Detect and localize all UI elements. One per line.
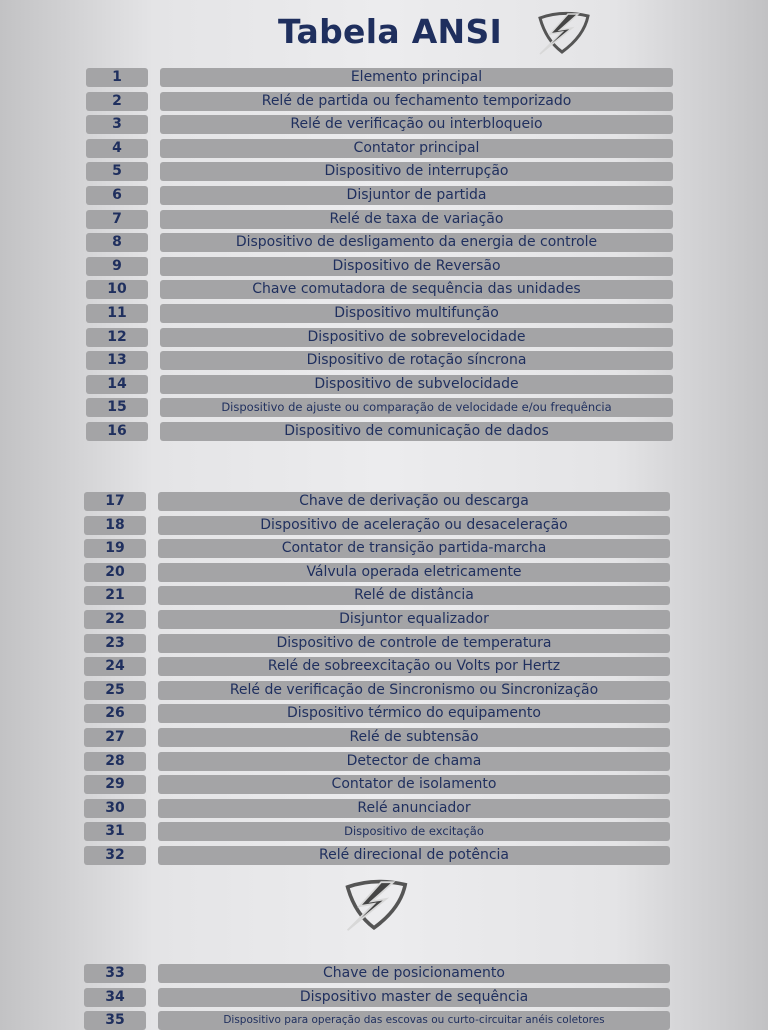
- ansi-row: [0, 657, 768, 676]
- ansi-description: Dispositivo de controle de temperatura: [158, 634, 670, 653]
- ansi-code: 24: [84, 657, 146, 676]
- ansi-code: 35: [84, 1011, 146, 1030]
- ansi-row: [0, 539, 768, 558]
- ansi-code: 1: [86, 68, 148, 87]
- ansi-description: Relé de verificação ou interbloqueio: [160, 115, 673, 134]
- ansi-row: [0, 492, 768, 511]
- ansi-row: [0, 728, 768, 747]
- ansi-code: 6: [86, 186, 148, 205]
- ansi-description: Dispositivo de rotação síncrona: [160, 351, 673, 370]
- ansi-row: [0, 375, 768, 394]
- ansi-description: Relé anunciador: [158, 799, 670, 818]
- ansi-row: [0, 516, 768, 535]
- ansi-description: Relé de verificação de Sincronismo ou Sincronização: [158, 681, 670, 700]
- ansi-row: [0, 139, 768, 158]
- ansi-code: 8: [86, 233, 148, 252]
- ansi-row: [0, 964, 768, 983]
- ansi-row: [0, 563, 768, 582]
- ansi-description: Dispositivo térmico do equipamento: [158, 704, 670, 723]
- ansi-row: [0, 775, 768, 794]
- ansi-description: Dispositivo multifunção: [160, 304, 673, 323]
- ansi-row: [0, 351, 768, 370]
- ansi-code: 28: [84, 752, 146, 771]
- ansi-description: Chave de derivação ou descarga: [158, 492, 670, 511]
- ansi-row: [0, 822, 768, 841]
- ansi-row: [0, 257, 768, 276]
- ansi-row: [0, 752, 768, 771]
- ansi-description: Válvula operada eletricamente: [158, 563, 670, 582]
- ansi-description: Contator principal: [160, 139, 673, 158]
- ansi-row: [0, 610, 768, 629]
- ansi-code: 18: [84, 516, 146, 535]
- ansi-row: [0, 210, 768, 229]
- ansi-description: Dispositivo de excitação: [158, 822, 670, 841]
- ansi-code: 30: [84, 799, 146, 818]
- ansi-description: Relé de partida ou fechamento temporizado: [160, 92, 673, 111]
- ansi-row: [0, 422, 768, 441]
- ansi-row: [0, 280, 768, 299]
- ansi-code: 27: [84, 728, 146, 747]
- ansi-code: 5: [86, 162, 148, 181]
- ansi-code: 3: [86, 115, 148, 134]
- ansi-row: [0, 846, 768, 865]
- ansi-description: Contator de transição partida-marcha: [158, 539, 670, 558]
- ansi-description: Relé de taxa de variação: [160, 210, 673, 229]
- ansi-row: [0, 988, 768, 1007]
- ansi-code: 25: [84, 681, 146, 700]
- ansi-description: Chave comutadora de sequência das unidades: [160, 280, 673, 299]
- ansi-row: [0, 1011, 768, 1030]
- ansi-code: 11: [86, 304, 148, 323]
- ansi-description: Contator de isolamento: [158, 775, 670, 794]
- ansi-code: 22: [84, 610, 146, 629]
- ansi-code: 9: [86, 257, 148, 276]
- ansi-code: 4: [86, 139, 148, 158]
- ansi-code: 31: [84, 822, 146, 841]
- ansi-description: Disjuntor de partida: [160, 186, 673, 205]
- ansi-description: Relé direcional de potência: [158, 846, 670, 865]
- ansi-description: Chave de posicionamento: [158, 964, 670, 983]
- ansi-code: 33: [84, 964, 146, 983]
- ansi-code: 14: [86, 375, 148, 394]
- ansi-row: [0, 586, 768, 605]
- ansi-description: Dispositivo de comunicação de dados: [160, 422, 673, 441]
- ansi-code: 32: [84, 846, 146, 865]
- ansi-row: [0, 634, 768, 653]
- ansi-code: 2: [86, 92, 148, 111]
- ansi-code: 34: [84, 988, 146, 1007]
- ansi-code: 12: [86, 328, 148, 347]
- ansi-code: 29: [84, 775, 146, 794]
- page-title: Tabela ANSI: [278, 12, 503, 51]
- lightning-shield-logo-icon: [532, 10, 592, 56]
- ansi-description: Disjuntor equalizador: [158, 610, 670, 629]
- ansi-description: Dispositivo de desligamento da energia de controle: [160, 233, 673, 252]
- ansi-description: Dispositivo de sobrevelocidade: [160, 328, 673, 347]
- ansi-code: 21: [84, 586, 146, 605]
- ansi-row: [0, 328, 768, 347]
- ansi-row: [0, 398, 768, 417]
- ansi-row: [0, 186, 768, 205]
- ansi-code: 20: [84, 563, 146, 582]
- ansi-description: Dispositivo master de sequência: [158, 988, 670, 1007]
- ansi-description: Detector de chama: [158, 752, 670, 771]
- ansi-description: Dispositivo de Reversão: [160, 257, 673, 276]
- ansi-row: [0, 68, 768, 87]
- ansi-description: Relé de subtensão: [158, 728, 670, 747]
- ansi-row: [0, 92, 768, 111]
- ansi-row: [0, 704, 768, 723]
- ansi-code: 16: [86, 422, 148, 441]
- ansi-description: Dispositivo de interrupção: [160, 162, 673, 181]
- ansi-code: 7: [86, 210, 148, 229]
- ansi-code: 13: [86, 351, 148, 370]
- ansi-description: Dispositivo de subvelocidade: [160, 375, 673, 394]
- ansi-description: Dispositivo para operação das escovas ou curto-circuitar anéis coletores: [158, 1011, 670, 1030]
- ansi-code: 10: [86, 280, 148, 299]
- ansi-row: [0, 799, 768, 818]
- ansi-description: Dispositivo de ajuste ou comparação de velocidade e/ou frequência: [160, 398, 673, 417]
- ansi-description: Dispositivo de aceleração ou desaceleração: [158, 516, 670, 535]
- ansi-code: 26: [84, 704, 146, 723]
- ansi-description: Relé de distância: [158, 586, 670, 605]
- ansi-code: 15: [86, 398, 148, 417]
- ansi-description: Elemento principal: [160, 68, 673, 87]
- lightning-shield-logo-icon: [338, 876, 410, 934]
- ansi-code: 23: [84, 634, 146, 653]
- ansi-row: [0, 304, 768, 323]
- ansi-row: [0, 233, 768, 252]
- ansi-code: 17: [84, 492, 146, 511]
- ansi-row: [0, 681, 768, 700]
- ansi-row: [0, 115, 768, 134]
- ansi-row: [0, 162, 768, 181]
- ansi-description: Relé de sobreexcitação ou Volts por Hertz: [158, 657, 670, 676]
- ansi-code: 19: [84, 539, 146, 558]
